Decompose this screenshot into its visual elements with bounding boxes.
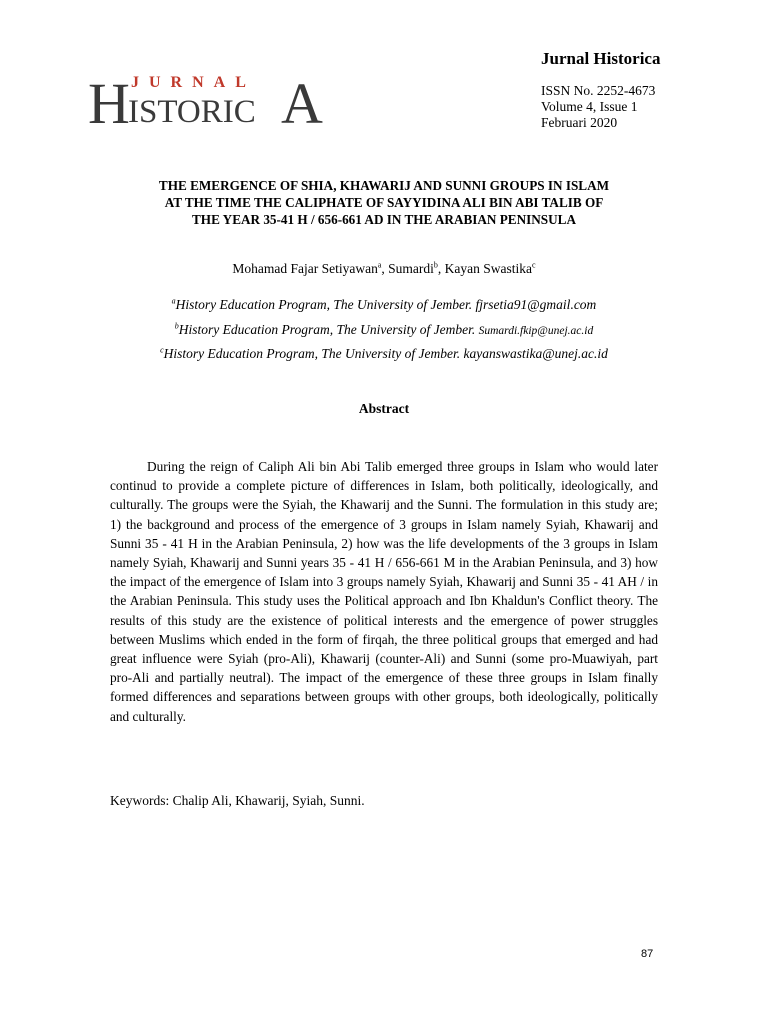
abstract-heading: Abstract [358,401,410,416]
affiliation-b [0,322,768,338]
author-name: Kayan Swastika [444,261,533,276]
author-separator: , [381,261,389,276]
author-mark: b [433,260,438,270]
affiliation-text: History Education Program, The University of Jember. [163,346,464,361]
article-title [100,177,668,228]
author-name: Sumardi [388,261,434,276]
logo-letter-h: H [88,72,130,128]
journal-name: Jurnal Historica [541,49,661,68]
journal-historica-logo [88,72,328,128]
affiliation-text: History Education Program, The University of Jember. [178,322,479,337]
publication-date: Februari 2020 [541,115,618,130]
author-name: Mohamad Fajar Setiyawan [232,261,378,276]
author-mark: c [532,260,536,270]
affiliation-mark: c [160,345,164,355]
affiliation-email: Sumardi.fkip@unej.ac.id [478,325,594,337]
issn-number: ISSN No. 2252-4673 [541,83,656,98]
affiliation-mark: b [174,321,179,331]
affiliation-email: fjrsetia91@gmail.com [475,297,597,312]
logo-letter-a: A [281,72,323,128]
issn-block [541,83,655,131]
abstract-body: During the reign of Caliph Ali bin Abi Talib emerged three groups in Islam who would later continud to provide a complete picture of differences in Islam, both politically, ideologically, and culturally. The groups were the Syiah, the Khawarij and the Sunni. The formulation in this study are; 1) the background and process of the emergence of 3 groups in Islam namely Syiah, Khawarij and Sunni 35 - 41 H in the Arabian Peninsula, 2) how was the life developments of the 3 groups in Islam namely Syiah, Khawarij and Sunni years 35 - 41 H / 656-661 M in the Arabian Peninsula, and 3) how the impact of the emergence of Islam into 3 groups namely Syiah, Khawarij and Sunni 35 - 41 AH / in the Arabian Peninsula. This study uses the Political approach and Ibn Khaldun's Conflict theory. The results of this study are the existence of political interests and the emergence of power struggles between Muslims which ended in the form of firqah, the three political groups that emerged and had great influence were Syiah (pro-Ali), Khawarij (counter-Ali) and Sunni (some pro-Muawiyah, part pro-Ali and partially neutral). The impact of the emergence of these three groups in Islam finally formed differences and separations between groups with other groups, both ideologically, politically and culturally. [110,459,658,724]
logo-istoric-text: ISTORIC [128,94,256,128]
affiliation-mark: a [171,296,176,306]
page-number: 87 [641,948,654,960]
affiliation-email: kayanswastika@unej.ac.id [463,346,608,361]
affiliation-text: History Education Program, The University of Jember. [175,297,476,312]
affiliation-a [0,297,768,313]
author-mark: a [377,260,382,270]
author-list [0,261,768,277]
logo-jurnal-text: JURNAL [131,74,256,91]
affiliation-c [0,346,768,362]
author-separator: , [437,261,445,276]
title-line: THE YEAR 35-41 H / 656-661 AD IN THE ARABIAN PENINSULA [192,212,576,227]
keywords: Keywords: Chalip Ali, Khawarij, Syiah, Sunni. [110,793,365,808]
title-line: AT THE TIME THE CALIPHATE OF SAYYIDINA ALI BIN ABI TALIB OF [164,195,604,210]
volume-issue: Volume 4, Issue 1 [541,99,638,114]
title-line: THE EMERGENCE OF SHIA, KHAWARIJ AND SUNNI GROUPS IN ISLAM [158,178,610,193]
